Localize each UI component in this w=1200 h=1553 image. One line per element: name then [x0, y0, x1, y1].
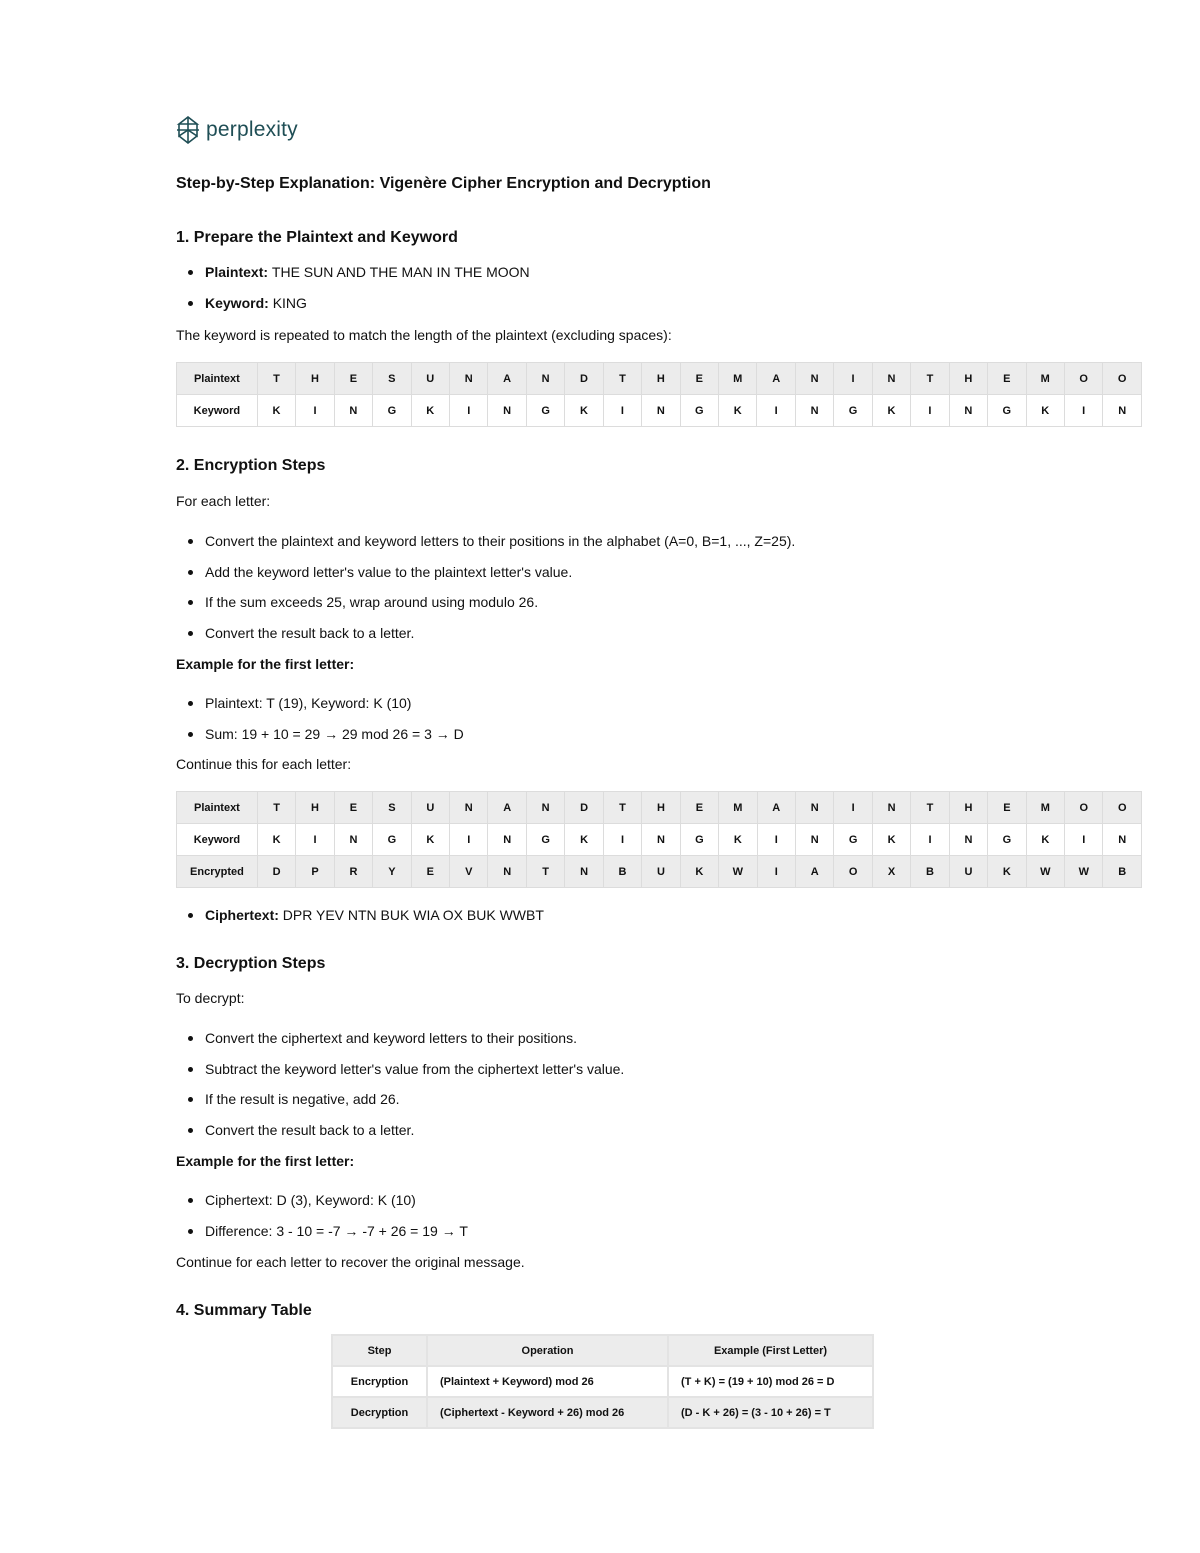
section-2-heading: 2. Encryption Steps	[176, 457, 326, 474]
letter-cell: N	[795, 363, 833, 395]
letter-cell: W	[1026, 856, 1064, 888]
brand-name: perplexity	[206, 118, 298, 141]
letter-cell: W	[719, 856, 757, 888]
letter-cell: E	[411, 856, 449, 888]
encryption-table	[176, 791, 1142, 888]
table-row	[177, 856, 1142, 888]
letter-cell: K	[565, 395, 603, 427]
letter-cell: G	[834, 395, 872, 427]
row-label: Keyword	[177, 395, 258, 427]
letter-cell: M	[1026, 792, 1064, 824]
letter-cell: H	[642, 363, 680, 395]
letter-cell: K	[565, 824, 603, 856]
letter-cell: K	[411, 824, 449, 856]
letter-cell: I	[757, 395, 795, 427]
letter-cell: M	[719, 363, 757, 395]
letter-cell: E	[680, 792, 718, 824]
letter-cell: V	[450, 856, 488, 888]
encryption-intro: For each letter:	[176, 493, 271, 509]
letter-cell: N	[872, 363, 910, 395]
letter-cell: K	[872, 395, 910, 427]
letter-cell: N	[526, 363, 564, 395]
letter-cell: I	[450, 395, 488, 427]
letter-cell: K	[1026, 395, 1064, 427]
letter-cell: T	[911, 792, 949, 824]
letter-cell: T	[257, 363, 295, 395]
letter-cell: E	[334, 792, 372, 824]
letter-cell: G	[834, 824, 872, 856]
decryption-example-item: Difference: 3 - 10 = -7 → -7 + 26 = 19 → T	[188, 1223, 468, 1239]
letter-cell: U	[411, 363, 449, 395]
letter-cell: T	[603, 792, 641, 824]
summary-cell: (T + K) = (19 + 10) mod 26 = D	[668, 1366, 873, 1397]
letter-cell: S	[373, 792, 411, 824]
letter-cell: K	[257, 395, 295, 427]
letter-cell: H	[296, 792, 334, 824]
summary-table	[331, 1334, 874, 1429]
letter-cell: B	[911, 856, 949, 888]
keyword-table	[176, 362, 1142, 427]
letter-cell: N	[1103, 824, 1142, 856]
plaintext-label: Plaintext:	[205, 264, 269, 280]
keyword-table-wrap[interactable]	[176, 362, 1142, 427]
letter-cell: N	[526, 792, 564, 824]
letter-cell: R	[334, 856, 372, 888]
letter-cell: N	[795, 824, 833, 856]
keyword-label: Keyword:	[205, 295, 269, 311]
letter-cell: I	[1064, 395, 1102, 427]
keyword-value: KING	[272, 295, 307, 311]
letter-cell: N	[334, 395, 372, 427]
letter-cell: O	[1065, 792, 1103, 824]
summary-header-row	[332, 1335, 873, 1366]
section-4-heading: 4. Summary Table	[176, 1302, 312, 1319]
row-label: Plaintext	[177, 363, 258, 395]
letter-cell: O	[834, 856, 872, 888]
letter-cell: I	[1065, 824, 1103, 856]
encryption-step: Convert the result back to a letter.	[188, 625, 414, 641]
row-label: Plaintext	[177, 792, 258, 824]
plaintext-value: THE SUN AND THE MAN IN THE MOON	[271, 264, 530, 280]
summary-row	[332, 1397, 873, 1428]
letter-cell: G	[373, 395, 411, 427]
letter-cell: U	[949, 856, 987, 888]
plaintext-bullet	[188, 264, 530, 280]
letter-cell: G	[680, 395, 718, 427]
letter-cell: U	[411, 792, 449, 824]
encryption-example-item: Plaintext: T (19), Keyword: K (10)	[188, 695, 411, 711]
table-row	[177, 363, 1142, 395]
decryption-continue: Continue for each letter to recover the original message.	[176, 1254, 525, 1270]
letter-cell: G	[526, 395, 564, 427]
letter-cell: P	[296, 856, 334, 888]
summary-cell: Encryption	[332, 1366, 427, 1397]
letter-cell: N	[795, 395, 833, 427]
letter-cell: K	[411, 395, 449, 427]
letter-cell: U	[642, 856, 680, 888]
letter-cell: O	[1103, 792, 1142, 824]
letter-cell: N	[565, 856, 603, 888]
decryption-step: Subtract the keyword letter's value from the ciphertext letter's value.	[188, 1061, 624, 1077]
encryption-example-item: Sum: 19 + 10 = 29 → 29 mod 26 = 3 → D	[188, 726, 464, 742]
letter-cell: X	[872, 856, 910, 888]
encryption-table-wrap[interactable]	[176, 791, 1142, 888]
keyword-bullet	[188, 295, 307, 311]
decryption-step: Convert the ciphertext and keyword letters to their positions.	[188, 1030, 577, 1046]
letter-cell: K	[680, 856, 718, 888]
letter-cell: O	[1103, 363, 1142, 395]
decryption-step: Convert the result back to a letter.	[188, 1122, 414, 1138]
letter-cell: K	[257, 824, 295, 856]
section-3-heading: 3. Decryption Steps	[176, 955, 326, 972]
letter-cell: H	[949, 363, 987, 395]
keyword-note: The keyword is repeated to match the length of the plaintext (excluding spaces):	[176, 327, 672, 343]
letter-cell: N	[795, 792, 833, 824]
letter-cell: H	[296, 363, 334, 395]
letter-cell: Y	[373, 856, 411, 888]
letter-cell: O	[1064, 363, 1102, 395]
letter-cell: A	[795, 856, 833, 888]
decryption-example-item: Ciphertext: D (3), Keyword: K (10)	[188, 1192, 416, 1208]
letter-cell: T	[911, 363, 949, 395]
letter-cell: I	[450, 824, 488, 856]
letter-cell: K	[719, 395, 757, 427]
letter-cell: B	[1103, 856, 1142, 888]
letter-cell: E	[988, 363, 1026, 395]
letter-cell: N	[642, 395, 680, 427]
letter-cell: I	[603, 824, 641, 856]
decryption-example-heading: Example for the first letter:	[176, 1153, 355, 1169]
letter-cell: S	[373, 363, 411, 395]
letter-cell: G	[526, 824, 564, 856]
letter-cell: H	[949, 792, 987, 824]
letter-cell: I	[757, 856, 795, 888]
letter-cell: I	[757, 824, 795, 856]
letter-cell: I	[911, 824, 949, 856]
summary-cell: (Plaintext + Keyword) mod 26	[427, 1366, 668, 1397]
letter-cell: D	[565, 792, 603, 824]
letter-cell: N	[872, 792, 910, 824]
letter-cell: N	[450, 363, 488, 395]
letter-cell: N	[488, 395, 526, 427]
letter-cell: N	[334, 824, 372, 856]
letter-cell: N	[949, 395, 987, 427]
letter-cell: M	[1026, 363, 1064, 395]
letter-cell: A	[757, 363, 795, 395]
letter-cell: K	[872, 824, 910, 856]
letter-cell: M	[719, 792, 757, 824]
letter-cell: E	[988, 792, 1026, 824]
summary-cell: (D - K + 26) = (3 - 10 + 26) = T	[668, 1397, 873, 1428]
letter-cell: I	[603, 395, 641, 427]
encryption-example-heading: Example for the first letter:	[176, 656, 355, 672]
brand-logo	[176, 116, 298, 144]
letter-cell: T	[603, 363, 641, 395]
letter-cell: I	[834, 363, 872, 395]
letter-cell: A	[757, 792, 795, 824]
table-row	[177, 792, 1142, 824]
letter-cell: N	[488, 856, 526, 888]
ciphertext-bullet	[188, 907, 544, 923]
letter-cell: G	[988, 824, 1026, 856]
letter-cell: N	[949, 824, 987, 856]
row-label: Keyword	[177, 824, 258, 856]
letter-cell: W	[1065, 856, 1103, 888]
table-row	[177, 824, 1142, 856]
letter-cell: D	[565, 363, 603, 395]
letter-cell: N	[450, 792, 488, 824]
summary-header-cell: Step	[332, 1335, 427, 1366]
letter-cell: I	[296, 824, 334, 856]
letter-cell: D	[257, 856, 295, 888]
letter-cell: N	[1103, 395, 1142, 427]
encryption-step: Convert the plaintext and keyword letters to their positions in the alphabet (A=0, B=1, ..., Z=25).	[188, 533, 795, 549]
summary-header-cell: Operation	[427, 1335, 668, 1366]
letter-cell: I	[834, 792, 872, 824]
encryption-continue: Continue this for each letter:	[176, 756, 352, 772]
letter-cell: I	[296, 395, 334, 427]
summary-cell: (Ciphertext - Keyword + 26) mod 26	[427, 1397, 668, 1428]
decryption-step: If the result is negative, add 26.	[188, 1091, 400, 1107]
letter-cell: I	[911, 395, 949, 427]
letter-cell: N	[488, 824, 526, 856]
letter-cell: A	[488, 363, 526, 395]
summary-row	[332, 1366, 873, 1397]
encryption-step: If the sum exceeds 25, wrap around using modulo 26.	[188, 594, 538, 610]
letter-cell: T	[526, 856, 564, 888]
letter-cell: A	[488, 792, 526, 824]
letter-cell: H	[642, 792, 680, 824]
ciphertext-label: Ciphertext:	[205, 907, 279, 923]
letter-cell: G	[373, 824, 411, 856]
letter-cell: E	[680, 363, 718, 395]
letter-cell: B	[603, 856, 641, 888]
letter-cell: E	[334, 363, 372, 395]
letter-cell: G	[680, 824, 718, 856]
row-label: Encrypted	[177, 856, 258, 888]
perplexity-logo-icon	[176, 116, 200, 144]
decryption-intro: To decrypt:	[176, 990, 245, 1006]
encryption-step: Add the keyword letter's value to the plaintext letter's value.	[188, 564, 572, 580]
letter-cell: N	[642, 824, 680, 856]
letter-cell: T	[257, 792, 295, 824]
letter-cell: K	[1026, 824, 1064, 856]
ciphertext-value: DPR YEV NTN BUK WIA OX BUK WWBT	[282, 907, 544, 923]
letter-cell: K	[719, 824, 757, 856]
page-title: Step-by-Step Explanation: Vigenère Cipher Encryption and Decryption	[176, 175, 711, 192]
letter-cell: G	[988, 395, 1026, 427]
section-1-heading: 1. Prepare the Plaintext and Keyword	[176, 229, 458, 246]
table-row	[177, 395, 1142, 427]
letter-cell: K	[988, 856, 1026, 888]
summary-cell: Decryption	[332, 1397, 427, 1428]
summary-header-cell: Example (First Letter)	[668, 1335, 873, 1366]
